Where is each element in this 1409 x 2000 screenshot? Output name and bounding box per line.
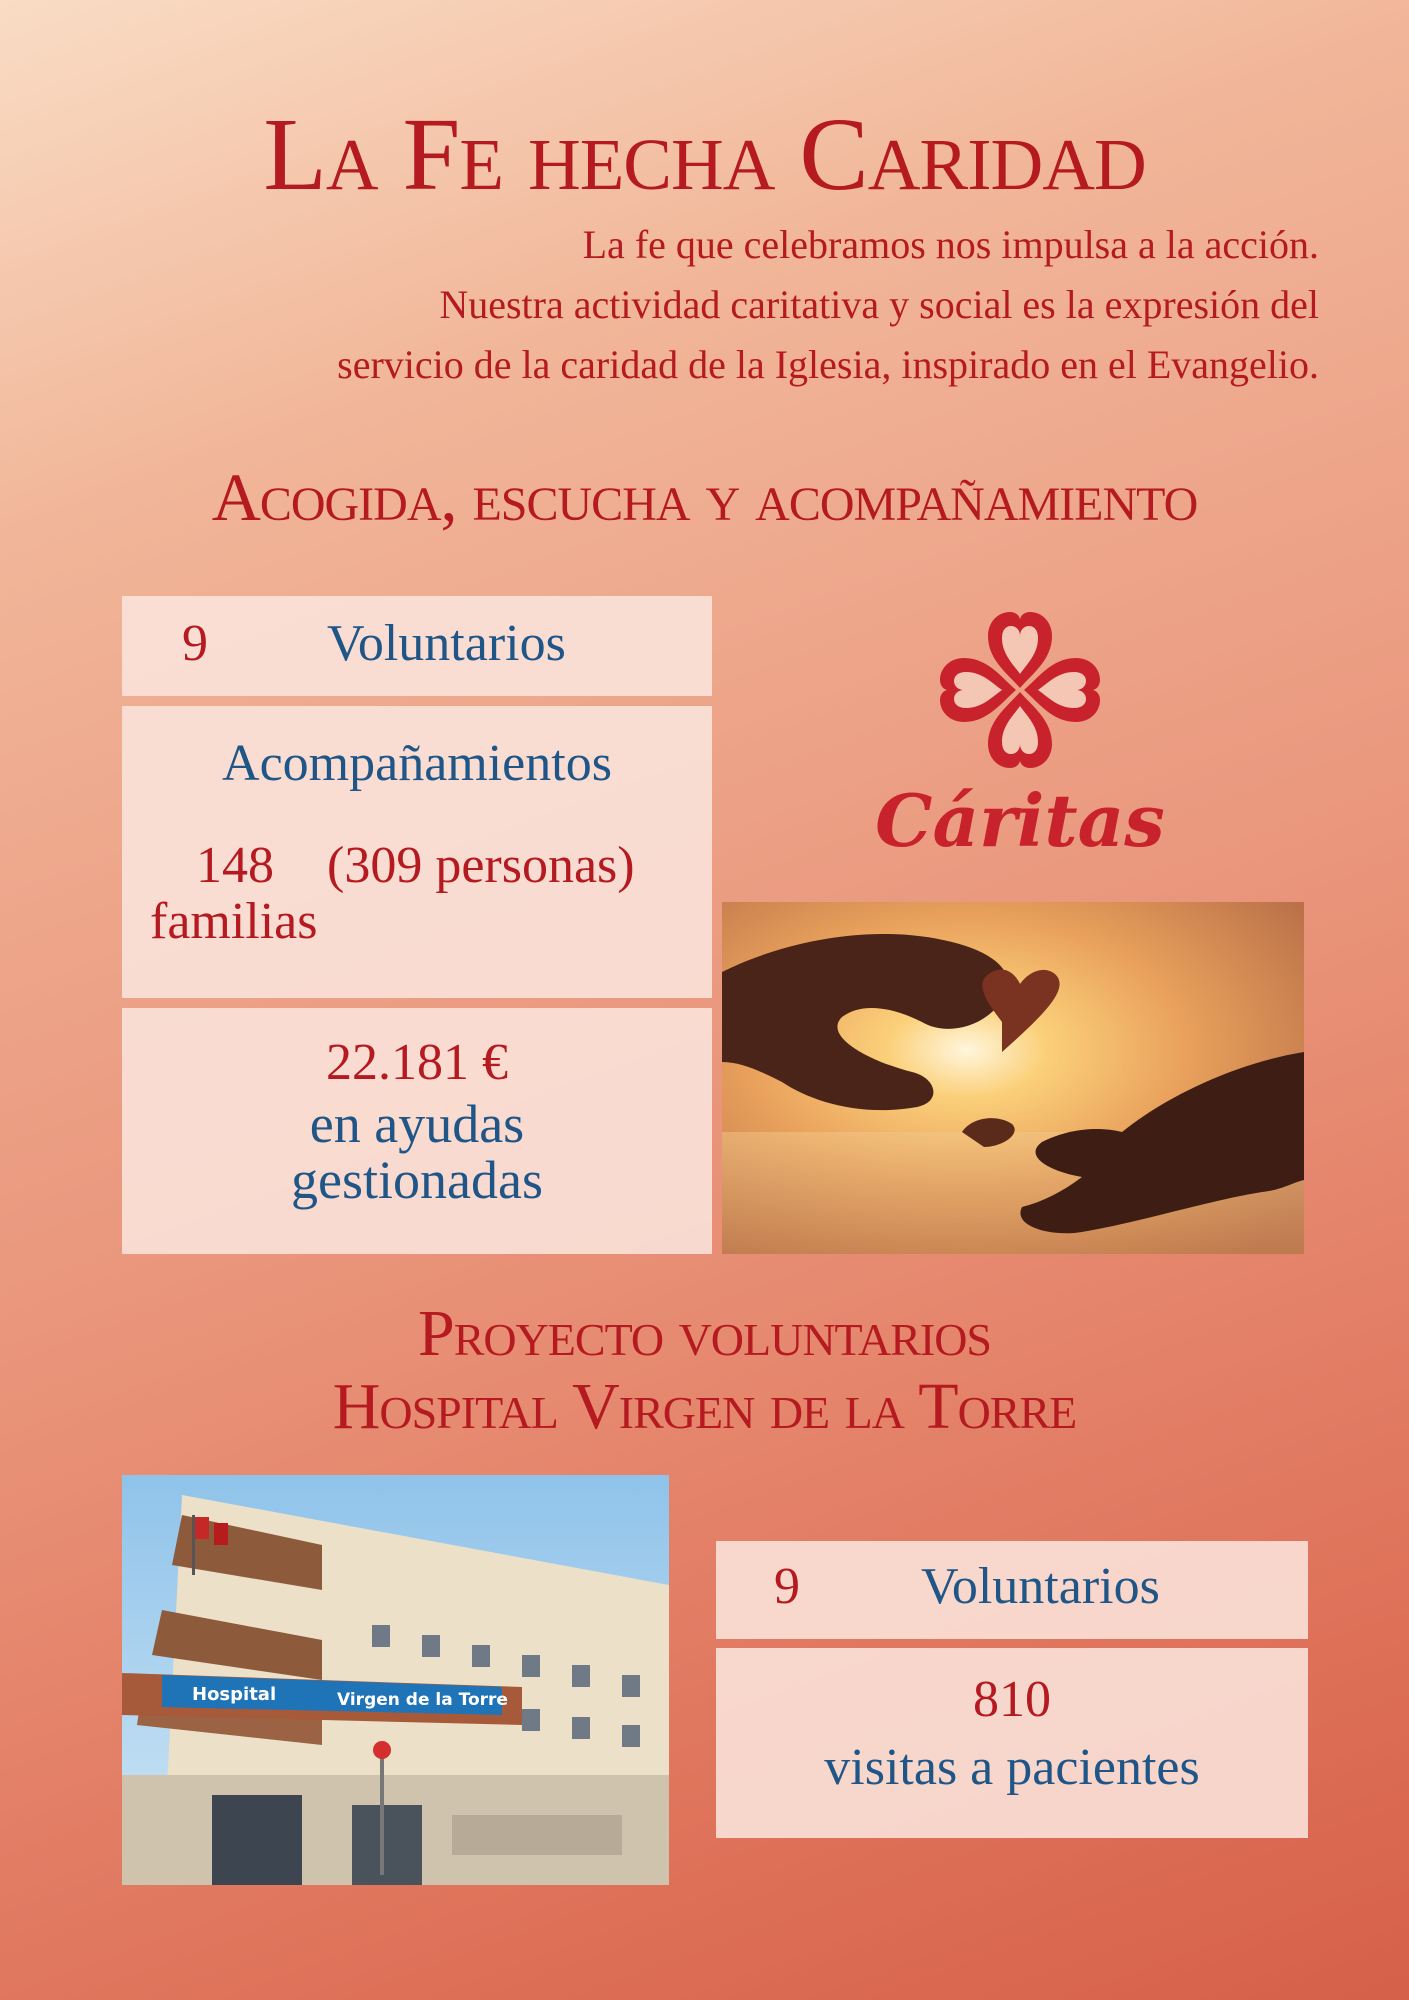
volunteers-count: 9 [182,615,208,672]
hospital-volunteers-count: 9 [774,1558,800,1615]
hospital-sign-right: Virgen de la Torre [337,1690,508,1710]
aid-label-line1: en ayudas [309,1094,525,1154]
hospital-volunteers-box [716,1541,1308,1639]
accompaniments-label: Acompañamientos [222,735,612,792]
volunteers-box [122,596,712,696]
persons-count: (309 personas) [327,837,635,894]
accompaniments-box [122,706,712,998]
visits-label: visitas a pacientes [824,1739,1200,1796]
aid-box [122,1008,712,1254]
intro-line-2: Nuestra actividad caritativa y social es la expresión del [439,282,1319,327]
intro-line-1: La fe que celebramos nos impulsa a la acción. [582,222,1319,267]
visits-count: 810 [973,1671,1051,1728]
hospital-sign-left: Hospital [192,1684,277,1705]
visits-box [716,1648,1308,1838]
caritas-cross-icon [820,600,1220,780]
section-heading-proyecto [0,1298,1409,1443]
aid-amount: 22.181 € [326,1034,508,1091]
caritas-logo [820,600,1220,880]
families-count: 148 [196,837,274,894]
volunteers-label: Voluntarios [327,615,566,672]
intro-line-3: servicio de la caridad de la Iglesia, inspirado en el Evangelio. [337,342,1319,387]
caritas-logo-text: Cáritas [875,778,1165,863]
hospital-volunteers-label: Voluntarios [921,1558,1160,1615]
section-heading-line2: Hospital Virgen de la Torre [332,1369,1077,1443]
page-title: La Fe hecha Caridad [263,97,1146,212]
hands-heart-photo [722,902,1304,1254]
aid-label-line2: gestionadas [291,1150,543,1210]
families-label: familias [150,893,318,950]
hospital-building-photo [122,1475,669,1885]
section-heading-line1: Proyecto voluntarios [417,1297,991,1370]
intro-text [59,215,1319,395]
section-heading-acogida: Acogida, escucha y acompañamiento [211,459,1198,535]
